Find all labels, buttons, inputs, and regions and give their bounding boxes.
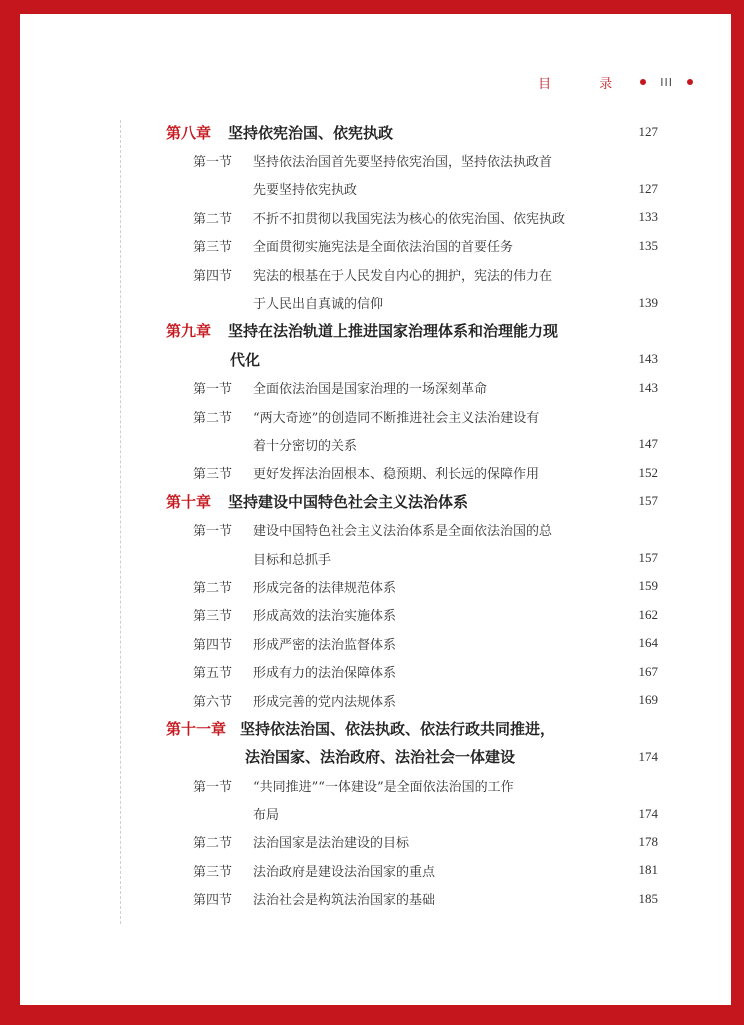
section-title: 建设中国特色社会主义法治体系是全面依法治国的总	[253, 524, 553, 540]
running-header	[538, 72, 693, 92]
section-number: 第一节	[193, 155, 233, 171]
section-number: 第二节	[193, 211, 233, 227]
section-title: 不折不扣贯彻以我国宪法为核心的依宪治国、依宪执政	[253, 211, 566, 227]
toc-chapter-entry[interactable]	[166, 487, 658, 515]
toc-chapter-entry[interactable]	[166, 714, 658, 742]
toc-section-entry[interactable]	[166, 771, 658, 799]
page-number: 127	[638, 124, 658, 140]
section-number: 第一节	[193, 382, 233, 398]
toc-section-entry[interactable]	[166, 544, 658, 572]
section-number: 第一节	[193, 779, 233, 795]
toc-section-entry[interactable]	[166, 572, 658, 600]
section-number: 第五节	[193, 666, 233, 682]
toc-section-entry[interactable]	[166, 515, 658, 543]
section-number: 第四节	[193, 268, 233, 284]
section-number: 第二节	[193, 580, 233, 596]
section-number: 第四节	[193, 637, 233, 653]
chapter-title: 法治国家、法治政府、法治社会一体建设	[245, 748, 516, 767]
page-number: 143	[638, 351, 658, 367]
toc-section-entry[interactable]	[166, 288, 658, 316]
section-title: 形成严密的法治监督体系	[253, 637, 397, 653]
header-dot-icon	[640, 79, 646, 85]
toc-section-entry[interactable]	[166, 657, 658, 685]
toc-section-entry[interactable]	[166, 430, 658, 458]
chapter-title: 坚持依宪治国、依宪执政	[228, 123, 394, 142]
toc-chapter-entry[interactable]	[166, 118, 658, 146]
toc-section-entry[interactable]	[166, 232, 658, 260]
section-title: 形成完善的党内法规体系	[253, 694, 397, 710]
toc-section-entry[interactable]	[166, 686, 658, 714]
section-title: 坚持依法治国首先要坚持依宪治国，坚持依法执政首	[253, 155, 553, 171]
section-title: “共同推进”“一体建设”是全面依法治国的工作	[253, 779, 514, 795]
toc-section-entry[interactable]	[166, 260, 658, 288]
section-title: 着十分密切的关系	[253, 438, 358, 454]
page-number: 143	[638, 379, 658, 395]
page-number: 178	[638, 833, 658, 849]
section-number: 第三节	[193, 609, 233, 625]
toc-section-entry[interactable]	[166, 828, 658, 856]
toc-section-entry[interactable]	[166, 629, 658, 657]
toc-section-entry[interactable]	[166, 799, 658, 827]
toc-section-entry[interactable]	[166, 374, 658, 402]
chapter-number: 第九章	[166, 322, 212, 341]
section-title: 目标和总抓手	[253, 552, 332, 568]
section-title: “两大奇迹”的创造同不断推进社会主义法治建设有	[253, 410, 540, 426]
page-number: 185	[638, 890, 658, 906]
section-title: 法治社会是构筑法治国家的基础	[253, 893, 436, 909]
toc-chapter-entry[interactable]	[166, 743, 658, 771]
page-number: 181	[638, 862, 658, 878]
section-number: 第二节	[193, 836, 233, 852]
section-number: 第一节	[193, 524, 233, 540]
chapter-title: 坚持在法治轨道上推进国家治理体系和治理能力现	[228, 322, 559, 341]
toc-section-entry[interactable]	[166, 459, 658, 487]
toc-section-entry[interactable]	[166, 601, 658, 629]
section-title: 布局	[253, 808, 280, 824]
page-number: 157	[638, 493, 658, 509]
page-number: 135	[638, 237, 658, 253]
section-title: 形成高效的法治实施体系	[253, 609, 397, 625]
header-page-number: III	[660, 75, 673, 89]
page-number: 127	[638, 180, 658, 196]
toc-chapter-entry[interactable]	[166, 345, 658, 373]
chapter-title: 坚持建设中国特色社会主义法治体系	[228, 492, 469, 511]
toc-chapter-entry[interactable]	[166, 317, 658, 345]
chapter-number: 第十章	[166, 492, 212, 511]
toc-section-entry[interactable]	[166, 146, 658, 174]
section-title: 全面贯彻实施宪法是全面依法治国的首要任务	[253, 240, 514, 256]
page-number: 164	[638, 635, 658, 651]
page-number: 167	[638, 663, 658, 679]
section-title: 法治国家是法治建设的目标	[253, 836, 410, 852]
page-number: 139	[638, 294, 658, 310]
chapter-title: 坚持依法治国、依法执政、依法行政共同推进，	[240, 719, 556, 738]
section-title: 法治政府是建设法治国家的重点	[253, 864, 436, 880]
section-number: 第二节	[193, 410, 233, 426]
section-title: 形成完备的法律规范体系	[253, 580, 397, 596]
section-number: 第六节	[193, 694, 233, 710]
header-title: 目 录	[538, 76, 635, 92]
section-number: 第四节	[193, 893, 233, 909]
chapter-number: 第八章	[166, 123, 212, 142]
page-number: 174	[638, 805, 658, 821]
chapter-title: 代化	[230, 350, 261, 369]
toc-section-entry[interactable]	[166, 175, 658, 203]
section-title: 宪法的根基在于人民发自内心的拥护，宪法的伟力在	[253, 268, 553, 284]
toc-section-entry[interactable]	[166, 885, 658, 913]
margin-rule	[120, 120, 121, 924]
page-number: 147	[638, 436, 658, 452]
section-number: 第三节	[193, 240, 233, 256]
chapter-number: 第十一章	[166, 719, 227, 738]
section-title: 先要坚持依宪执政	[253, 183, 358, 199]
toc-section-entry[interactable]	[166, 402, 658, 430]
toc-section-entry[interactable]	[166, 856, 658, 884]
page-number: 174	[638, 748, 658, 764]
table-of-contents	[166, 118, 658, 913]
page-number: 133	[638, 209, 658, 225]
page-number: 157	[638, 550, 658, 566]
page-number: 159	[638, 578, 658, 594]
header-dot-icon	[687, 79, 693, 85]
page	[20, 14, 731, 1005]
section-title: 更好发挥法治固根本、稳预期、利长远的保障作用	[253, 467, 540, 483]
toc-section-entry[interactable]	[166, 203, 658, 231]
section-title: 于人民出自真诚的信仰	[253, 297, 384, 313]
section-number: 第三节	[193, 467, 233, 483]
page-number: 162	[638, 606, 658, 622]
section-title: 形成有力的法治保障体系	[253, 666, 397, 682]
page-number: 169	[638, 692, 658, 707]
section-title: 全面依法治国是国家治理的一场深刻革命	[253, 382, 488, 398]
section-number: 第三节	[193, 864, 233, 880]
page-number: 152	[638, 464, 658, 480]
